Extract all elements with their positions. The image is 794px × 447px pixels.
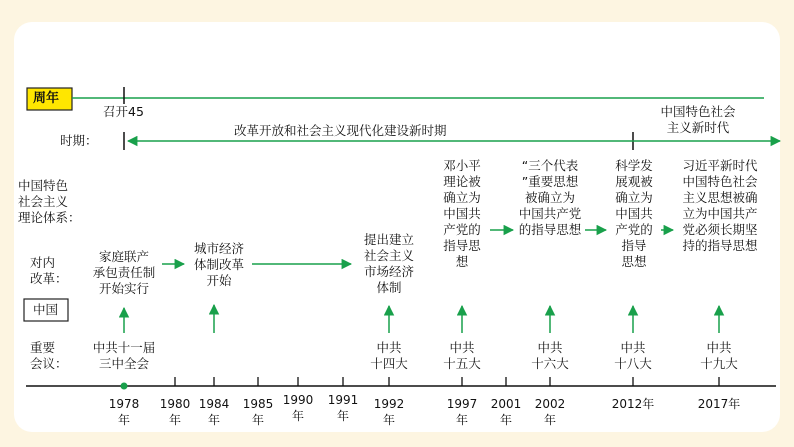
year-value: 1980 (159, 397, 191, 411)
theory-line: 的指导思想 (518, 222, 582, 237)
year-value: 2001 (490, 397, 522, 411)
meeting-line: 十九大 (700, 356, 738, 371)
header-tag: 周年 (33, 91, 60, 106)
period-label: 时期： (60, 133, 98, 148)
theory-line: 产党的 (615, 222, 653, 237)
reform-line: 城市经济 (193, 241, 244, 256)
theory-deng (432, 158, 492, 270)
year-unit: 年 (382, 413, 395, 427)
reform-line: 家庭联产 (98, 249, 149, 264)
meeting-19th (689, 340, 749, 372)
theory-line: 主义思想被确 (682, 190, 758, 205)
meeting-line: 十八大 (614, 356, 652, 371)
year-value: 1991 (327, 393, 359, 407)
year-value: 1985 (242, 397, 274, 411)
year-unit: 年 (117, 413, 130, 427)
year-unit: 年 (455, 413, 468, 427)
year-unit: 年 (543, 413, 556, 427)
year-value: 2017 (697, 397, 729, 411)
year-unit: 年 (336, 409, 349, 423)
year-1992 (364, 396, 414, 428)
theory-line: 产党的 (443, 222, 481, 237)
theory-line: 指导 (621, 238, 647, 253)
meeting-16th (520, 340, 580, 372)
meeting-15th (432, 340, 492, 372)
year-unit: 年 (642, 397, 655, 411)
reform-line: 社会主义 (363, 248, 414, 263)
year-1984 (189, 396, 239, 428)
year-value: 2012 (611, 397, 643, 411)
reform-row-label-2: 改革： (30, 271, 68, 286)
start-marker (121, 383, 128, 390)
reform-line: 体制改革 (193, 257, 244, 272)
year-unit: 年 (728, 397, 741, 411)
year-value: 1992 (373, 397, 405, 411)
year-value: 1997 (446, 397, 478, 411)
theory-line: 邓小平 (443, 158, 481, 173)
year-unit: 年 (291, 409, 304, 423)
year-1991 (318, 392, 368, 424)
theory-row-label (18, 178, 81, 226)
theory-line: “三个代表 (521, 158, 579, 173)
year-1997 (437, 396, 487, 428)
meeting-line: 中共十一届 (92, 340, 156, 355)
reform-household-contract (84, 249, 164, 297)
year-2002 (525, 396, 575, 428)
china-box-label: 中国 (33, 302, 59, 317)
meeting-11th-3rd-plenum (84, 340, 164, 372)
theory-line: 科学发 (615, 158, 653, 173)
meeting-line: 中共 (376, 340, 402, 355)
meeting-line: 中共 (449, 340, 475, 355)
year-unit: 年 (499, 413, 512, 427)
year-unit: 年 (251, 413, 264, 427)
theory-row-label-2: 社会主义 (18, 194, 69, 209)
theory-line: 中国共 (615, 206, 653, 221)
meeting-18th (603, 340, 663, 372)
year-value: 1990 (282, 393, 314, 407)
meeting-line: 十四大 (370, 356, 408, 371)
new-era-line2: 主义新时代 (666, 120, 730, 135)
meeting-row-label-1: 重要 (30, 340, 56, 355)
reform-row-label (30, 255, 68, 287)
reform-line: 开始实行 (98, 281, 149, 296)
theory-xi (672, 158, 768, 254)
theory-scientific-development (605, 158, 663, 270)
meeting-row-label-2: 会议： (30, 356, 68, 371)
meeting-line: 中共 (706, 340, 732, 355)
theory-line: 理论被 (443, 174, 481, 189)
meeting-14th (359, 340, 419, 372)
reform-row-label-1: 对内 (30, 255, 56, 270)
reform-era-label: 改革开放和社会主义现代化建设新时期 (234, 123, 447, 138)
reform-line: 体制 (376, 280, 402, 295)
year-1990 (273, 392, 323, 424)
header-note: 召开45 (103, 104, 144, 119)
theory-row-label-1: 中国特色 (18, 178, 69, 193)
theory-line: 立为中国共产 (682, 206, 758, 221)
theory-three-represents (510, 158, 590, 238)
meeting-line: 十五大 (443, 356, 481, 371)
theory-line: 中国共产党 (518, 206, 582, 221)
reform-line: 市场经济 (363, 264, 414, 279)
meeting-row-label (30, 340, 68, 372)
year-2017 (684, 396, 754, 412)
theory-line: 展观被 (615, 174, 653, 189)
year-1978 (99, 396, 149, 428)
theory-line: 思想 (621, 254, 647, 269)
theory-line: 党必须长期坚 (682, 222, 758, 237)
theory-line: 中国特色社会 (682, 174, 758, 189)
year-unit: 年 (207, 413, 220, 427)
new-era-label (648, 104, 748, 136)
meeting-line: 中共 (620, 340, 646, 355)
meeting-line: 十六大 (531, 356, 569, 371)
theory-line: 中国共 (443, 206, 481, 221)
year-value: 1984 (198, 397, 230, 411)
reform-line: 提出建立 (363, 232, 414, 247)
meeting-line: 中共 (537, 340, 563, 355)
reform-line: 承包责任制 (92, 265, 156, 280)
theory-line: 想 (455, 254, 469, 269)
theory-line: 习近平新时代 (682, 158, 758, 173)
year-2001 (481, 396, 531, 428)
new-era-line1: 中国特色社会 (660, 104, 736, 119)
theory-line: 确立为 (443, 190, 481, 205)
theory-line: 指导思 (443, 238, 481, 253)
reform-urban-economy (185, 241, 253, 289)
year-2012 (598, 396, 668, 412)
theory-line: 持的指导思想 (682, 238, 758, 253)
theory-line: 被确立为 (524, 190, 575, 205)
year-unit: 年 (168, 413, 181, 427)
theory-row-label-3: 理论体系： (18, 210, 81, 225)
year-value: 1978 (108, 397, 140, 411)
reform-market-economy (355, 232, 423, 296)
year-value: 2002 (534, 397, 566, 411)
meeting-line: 三中全会 (98, 356, 149, 371)
axis-ticks (175, 377, 719, 386)
theory-line: ”重要思想 (521, 174, 579, 189)
theory-line: 确立为 (615, 190, 653, 205)
reform-line: 开始 (206, 273, 232, 288)
